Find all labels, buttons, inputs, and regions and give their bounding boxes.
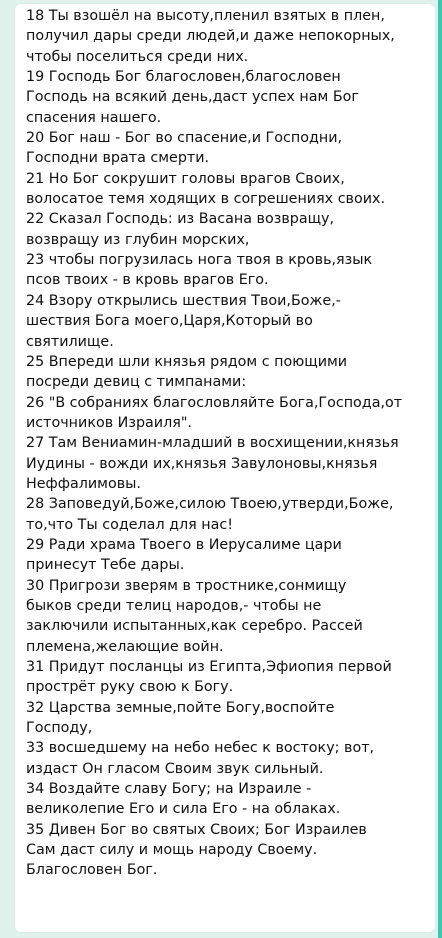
verse-33: 33 восшедшему на небо небес к востоку; вот, издаст Он гласом Своим звук сильный. — [26, 740, 375, 777]
verse-26: 26 "В собраниях благословляйте Бога,Господа,от источников Израиля". — [26, 394, 403, 431]
verse-21: 21 Но Бог сокрушит головы врагов Своих, волосатое темя ходящих в согрешениях своих. — [26, 170, 386, 208]
verse-25: 25 Впереди шли князья рядом с поющими посреди девиц с тимпанами: — [26, 353, 348, 391]
verse-31: 31 Придут посланцы из Египта,Эфиопия первой прострёт руку свою к Богу. — [26, 659, 392, 696]
verse-34: 34 Воздайте славу Богу; на Израиле - великолепие Его и сила Его - на облаках. — [26, 781, 341, 818]
verse-19: 19 Господь Бог благословен,благословен Господь на всякий день,даст успех нам Бог спасения нашего. — [26, 69, 359, 126]
scripture-text — [26, 6, 428, 881]
text-page — [15, 4, 435, 932]
verse-30: 30 Пригрози зверям в тростнике,сонмищу быков среди телиц народов,- чтобы не заключили испытанных,как серебро. Рассей племена,желающие войн. — [26, 577, 363, 655]
verse-23: 23 чтобы погрузилась нога твоя в кровь,язык псов твоих - в кровь врагов Его. — [26, 252, 373, 289]
verse-20: 20 Бог наш - Бог во спасение,и Господни, Господни врата смерти. — [26, 130, 343, 167]
verse-29: 29 Ради храма Твоего в Иерусалиме цари принесут Тебе дары. — [26, 536, 342, 574]
verse-27: 27 Там Вениамин-младший в восхищении,князья Иудины - вожди их,князья Завулоновы,князья Неффалимовы. — [26, 435, 399, 492]
verse-28: 28 Заповедуй,Боже,силою Твоею,утверди,Боже, то,что Ты соделал для нас! — [26, 496, 394, 533]
verse-35: 35 Дивен Бог во святых Своих; Бог Израилев Сам даст силу и мощь народу Своему. Благословен Бог. — [26, 821, 367, 879]
verse-32: 32 Царства земные,пойте Богу,воспойте Господу, — [26, 699, 335, 737]
verse-24: 24 Взору открылись шествия Твои,Боже,- шествия Бога моего,Царя,Который во святилище. — [26, 292, 341, 350]
verse-22: 22 Сказал Господь: из Васана возвращу, возвращу из глубин морских, — [26, 211, 335, 248]
verse-18: 18 Ты взошёл на высоту,пленил взятых в плен, получил дары среди людей,и даже непокорных, чтобы поселиться среди них. — [26, 8, 395, 65]
